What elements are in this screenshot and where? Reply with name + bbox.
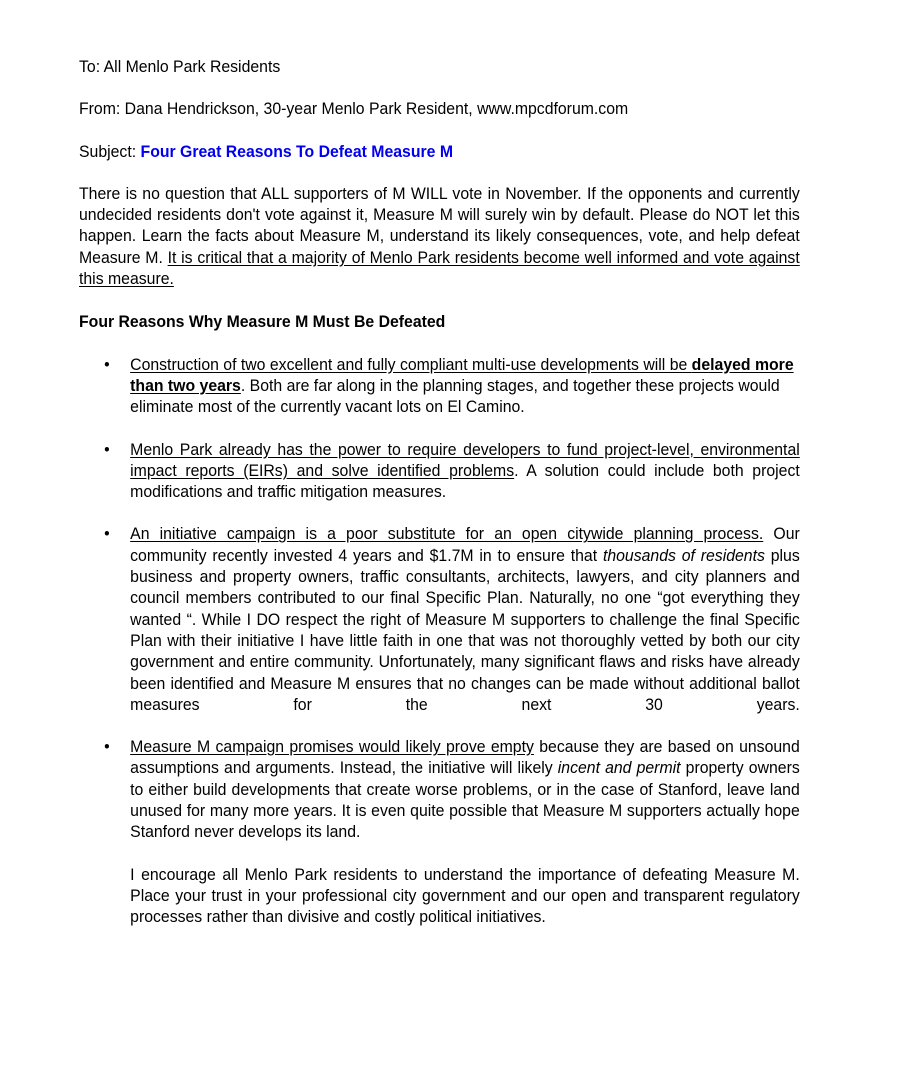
reason-underlined-bold: delayed more than two years <box>130 354 794 395</box>
subject-title: Four Great Reasons To Defeat Measure M <box>140 141 454 161</box>
reason-underlined: Menlo Park already has the power to require developers to fund project-level, environmental impact reports (EIRs) and solve identified problems <box>130 439 800 480</box>
bullet-icon: • <box>104 354 110 374</box>
to-value: All Menlo Park Residents <box>103 57 281 76</box>
reason-text <box>130 523 800 715</box>
reason-italic: incent and permit <box>557 758 681 778</box>
reason-item <box>79 523 800 715</box>
closing-paragraph: I encourage all Menlo Park residents to understand the importance of defeating Measure M. Place your trust in your professional city government and our open and transparent regulatory processes rather than divisive and costly political initiatives. <box>130 864 800 927</box>
reason-body: Our community recently invested 4 years and $1.7M in to ensure that <box>130 524 800 565</box>
to-line <box>79 56 800 77</box>
bullet-icon: • <box>104 524 110 544</box>
from-value: Dana Hendrickson, 30-year Menlo Park Resident, www.mpcdforum.com <box>124 99 629 119</box>
bullet-icon: • <box>104 439 110 459</box>
letter-document <box>79 56 799 928</box>
reason-item <box>79 736 800 842</box>
bullet-icon: • <box>104 737 110 757</box>
letter-body <box>79 56 800 928</box>
reason-body-continued: property owners to either build developments that create worse problems, or in the case of Stanford, leave land unused for many more years. It is even quite possible that Measure M supporters actually hope Stanford never develops its land. <box>130 758 800 842</box>
from-line <box>79 98 800 119</box>
reason-text <box>130 354 800 418</box>
section-heading: Four Reasons Why Measure M Must Be Defeated <box>79 312 446 332</box>
subject-label: Subject: <box>79 141 137 161</box>
reasons-list <box>79 354 800 843</box>
reason-body-continued: plus business and property owners, traffic consultants, architects, lawyers, and city planners and council members contributed to our final Specific Plan. Naturally, no one “got everything they wanted “. While I DO respect the right of Measure M supporters to challenge the final Specific Plan with their initiative I have little faith in one that was not thoroughly vetted by both our city government and entire community. Unfortunately, many significant flaws and risks have already been identified and Measure M ensures that no changes can be made without additional ballot measures for the next 30 years. <box>130 545 800 714</box>
intro-paragraph <box>79 183 800 289</box>
intro-underlined-text: It is critical that a majority of Menlo Park residents become well informed and vote against this measure. <box>79 247 800 289</box>
reason-body: . Both are far along in the planning stages, and together these projects would eliminate most of the currently vacant lots on El Camino. <box>130 375 780 417</box>
reason-text <box>130 439 800 503</box>
subject-line <box>79 141 800 162</box>
reason-body: because they are based on unsound assumptions and arguments. Instead, the initiative will likely <box>130 737 800 778</box>
to-label: To: <box>79 57 101 76</box>
intro-text: There is no question that ALL supporters of M WILL vote in November. If the opponents and currently undecided residents don't vote against it, Measure M will surely win by default. Please do NOT let this happen. Learn the facts about Measure M, understand its likely consequences, vote, and help defeat Measure M. <box>79 183 800 267</box>
reason-text <box>130 736 800 842</box>
reason-item <box>79 439 800 503</box>
reason-body: . A solution could include both project modifications and traffic mitigation measures. <box>130 460 800 502</box>
reason-underlined: Construction of two excellent and fully compliant multi-use developments will be <box>130 354 692 374</box>
from-label: From: <box>79 99 121 119</box>
reason-item <box>79 354 800 418</box>
reason-underlined: An initiative campaign is a poor substitute for an open citywide planning process. <box>130 524 764 544</box>
reason-underlined: Measure M campaign promises would likely prove empty <box>130 737 534 757</box>
reason-italic: thousands of residents <box>602 545 765 565</box>
